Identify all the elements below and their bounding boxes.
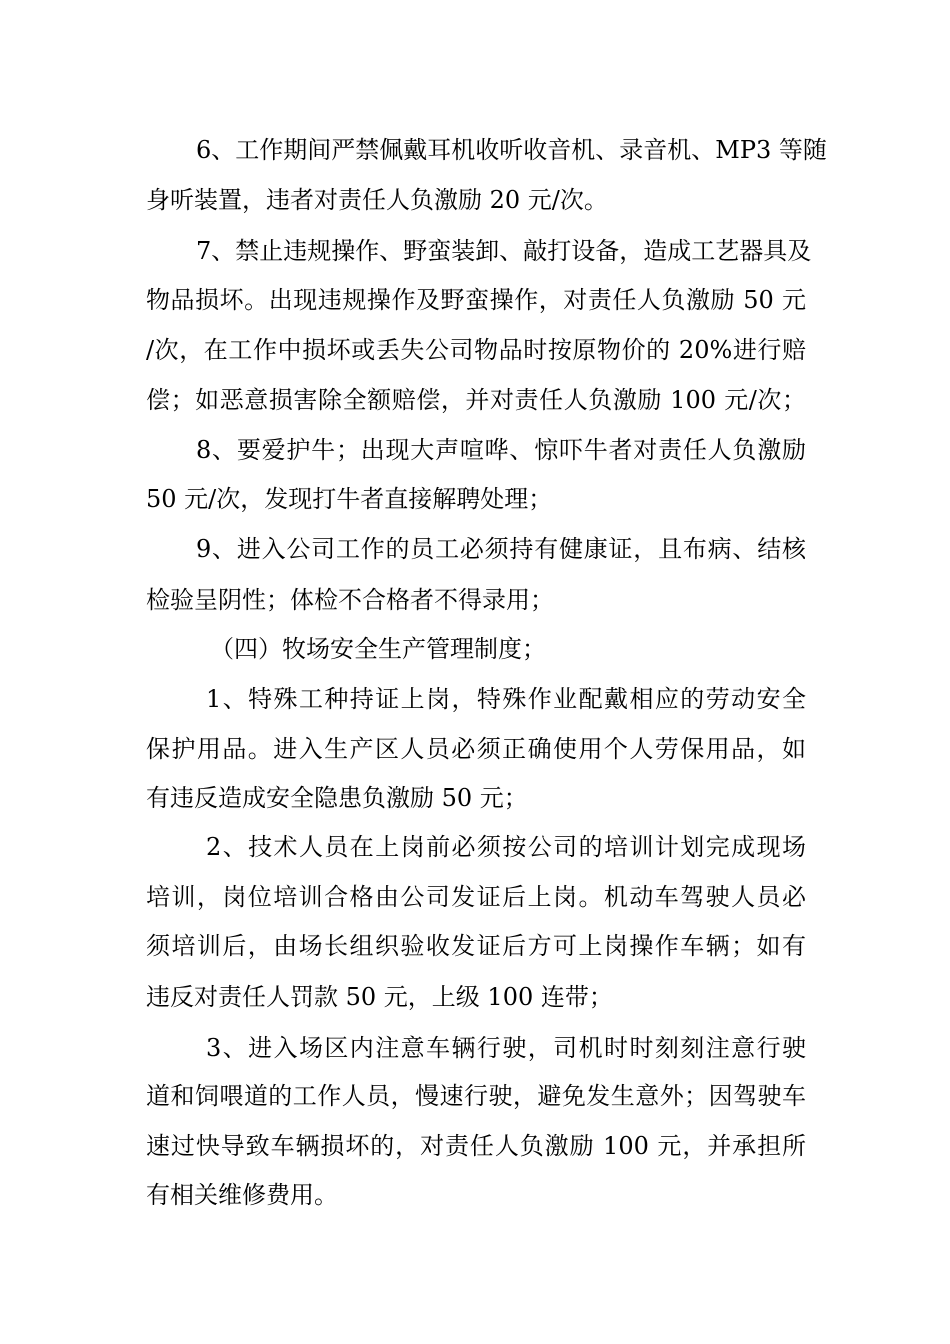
text-line: 偿；如恶意损害除全额赔偿，并对责任人负激励 100 元/次； <box>146 386 806 414</box>
text-line: 身听装置，违者对责任人负激励 20 元/次。 <box>146 186 608 214</box>
text-line: 9、进入公司工作的员工必须持有健康证，且布病、结核 <box>196 535 806 563</box>
text-line: 8、要爱护牛；出现大声喧哗、惊吓牛者对责任人负激励 <box>196 436 806 464</box>
text-line: 3、进入场区内注意车辆行驶，司机时时刻刻注意行驶 <box>206 1034 806 1062</box>
text-line: 道和饲喂道的工作人员，慢速行驶，避免发生意外；因驾驶车 <box>146 1082 806 1110</box>
text-line: 7、禁止违规操作、野蛮装卸、敲打设备，造成工艺器具及 <box>196 237 812 265</box>
text-line: 有相关维修费用。 <box>146 1181 338 1209</box>
text-line: /次，在工作中损坏或丢失公司物品时按原物价的 20%进行赔 <box>146 336 806 364</box>
text-line: 培训，岗位培训合格由公司发证后上岗。机动车驾驶人员必 <box>146 883 806 911</box>
text-line: 2、技术人员在上岗前必须按公司的培训计划完成现场 <box>206 833 806 861</box>
text-line: 6、工作期间严禁佩戴耳机收听收音机、录音机、MP3 等随 <box>196 136 827 164</box>
text-line: 1、特殊工种持证上岗，特殊作业配戴相应的劳动安全 <box>206 685 806 713</box>
text-line: 有违反造成安全隐患负激励 50 元； <box>146 784 528 812</box>
text-line: 违反对责任人罚款 50 元，上级 100 连带； <box>146 983 613 1011</box>
text-line: 50 元/次，发现打牛者直接解聘处理； <box>146 485 553 513</box>
section-heading: （四）牧场安全生产管理制度； <box>210 635 546 663</box>
text-line: 速过快导致车辆损坏的，对责任人负激励 100 元，并承担所 <box>146 1132 806 1160</box>
text-line: 物品损坏。出现违规操作及野蛮操作，对责任人负激励 50 元 <box>146 286 806 314</box>
text-line: 检验呈阴性；体检不合格者不得录用； <box>146 586 554 614</box>
text-line: 须培训后，由场长组织验收发证后方可上岗操作车辆；如有 <box>146 932 806 960</box>
text-line: 保护用品。进入生产区人员必须正确使用个人劳保用品，如 <box>146 735 806 763</box>
